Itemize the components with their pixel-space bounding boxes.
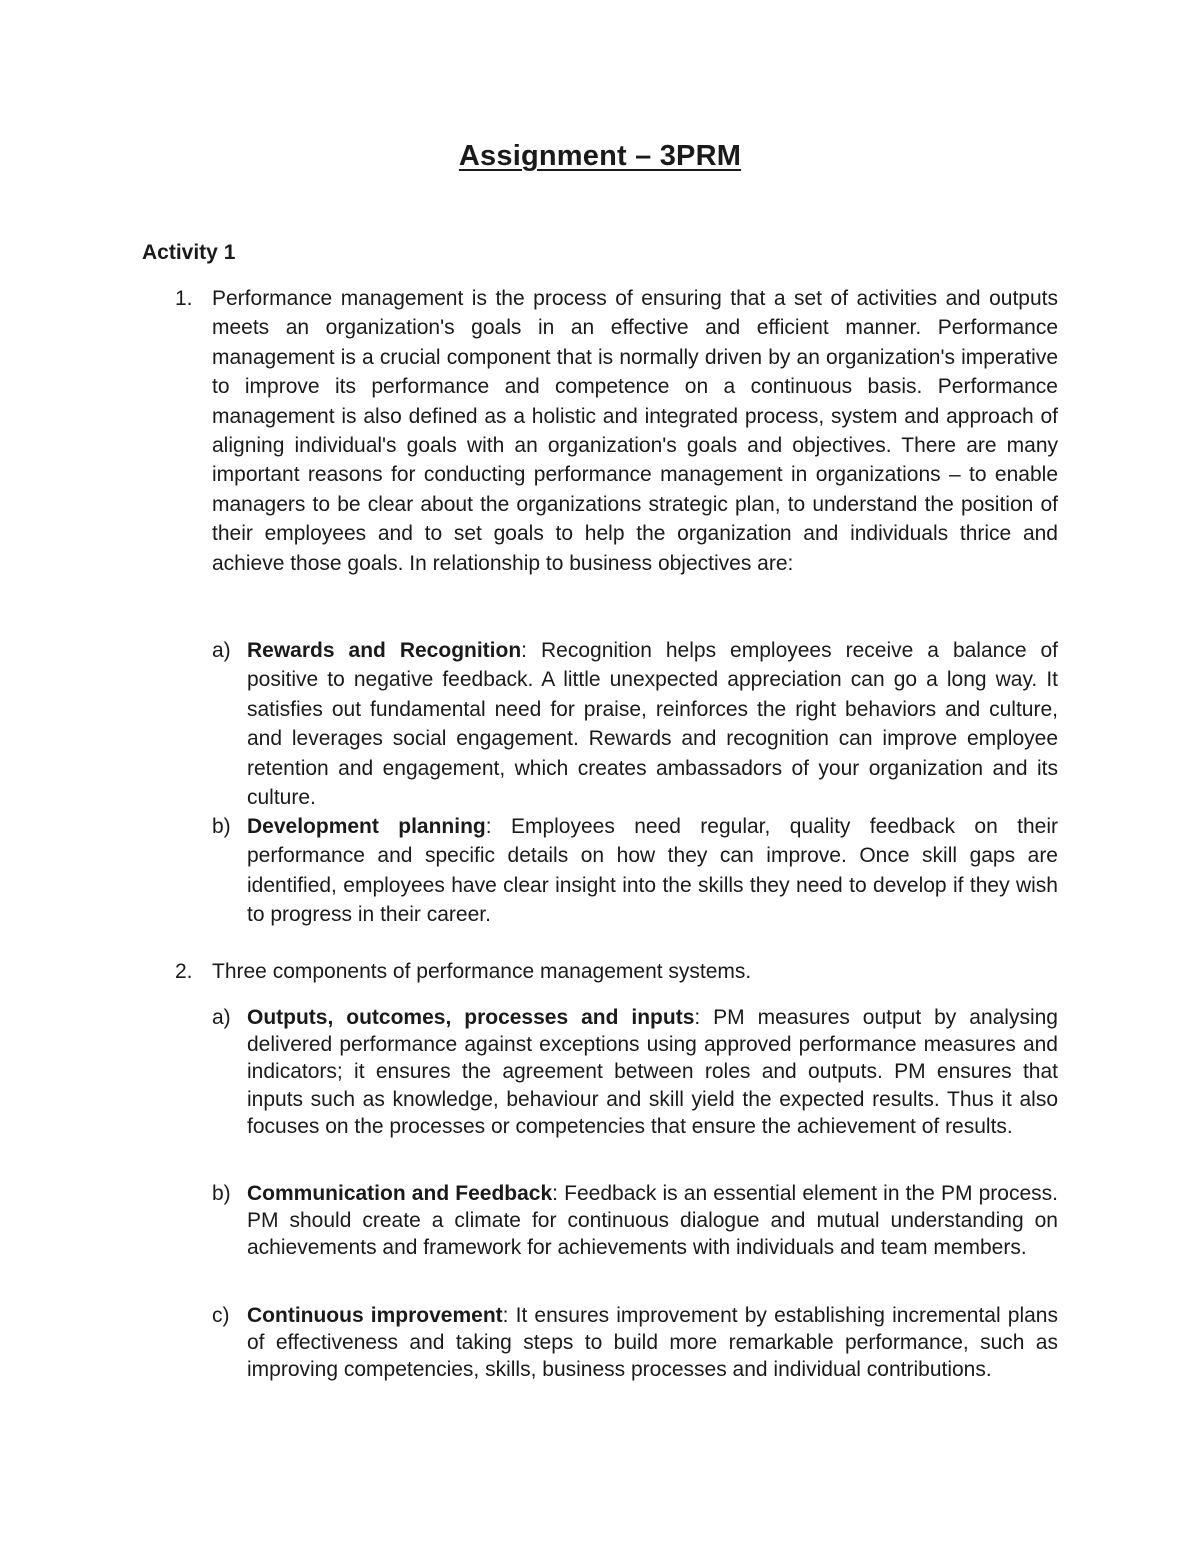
subitem-text: : It ensures improvement by establishing incremental plans of effectiveness and taking steps to build more remarkable performance, such as improving competencies, skills, business processes and individual contributions. [247,1304,1058,1382]
item-number: 2. [175,960,193,983]
subitem-marker: c) [212,1304,230,1327]
subitem-outputs-outcomes [247,1004,1058,1140]
subitem-text: : PM measures output by analysing delivered performance against exceptions using approved performance measures and indicators; it ensures the agreement between roles and outputs. PM ensures that inputs such as knowledge, behaviour and skill yield the expected results. Thus it also focuses on the processes or competencies that ensure the achievement of results. [247,1006,1058,1138]
subitem-continuous-improvement [247,1302,1058,1384]
subitem-rewards-recognition [247,636,1058,812]
subitem-lead: Rewards and Recognition [247,639,522,662]
subitem-lead: Development planning [247,815,486,838]
paragraph-item-1: Performance management is the process of ensuring that a set of activities and outputs meets an organization's goals in an effective and efficient manner. Performance management is a crucial component that is normally driven by an organization's imperative to improve its performance and competence on a continuous basis. Performance management is also defined as a holistic and integrated process, system and approach of aligning individual's goals with an organization's goals and objectives. There are many important reasons for conducting performance management in organizations – to enable managers to be clear about the organizations strategic plan, to understand the position of their employees and to set goals to help the organization and individuals thrice and achieve those goals. In relationship to business objectives are: [212,287,1058,575]
item-number: 1. [175,287,193,310]
subitem-text: : Feedback is an essential element in the PM process. PM should create a climate for continuous dialogue and mutual understanding on achievements and framework for achievements with individuals and team members. [247,1182,1058,1260]
subitem-marker: b) [212,1182,231,1205]
subitem-communication-feedback [247,1180,1058,1262]
paragraph-item-2: Three components of performance management systems. [212,960,752,983]
page-title: Assignment – 3PRM [458,140,742,172]
subitem-marker: b) [212,815,231,838]
subitem-text: : Recognition helps employees receive a balance of positive to negative feedback. A little unexpected appreciation can go a long way. It satisfies out fundamental need for praise, reinforces the right behaviors and culture, and leverages social engagement. Rewards and recognition can improve employee retention and engagement, which creates ambassadors of your organization and its culture. [247,639,1058,810]
subitem-development-planning [247,812,1058,930]
subitem-lead: Continuous improvement [247,1304,503,1327]
subitem-lead: Communication and Feedback [247,1182,553,1205]
subitem-marker: a) [212,639,231,662]
section-heading: Activity 1 [142,241,236,264]
subitem-text: : Employees need regular, quality feedback on their performance and specific details on how they can improve. Once skill gaps are identified, employees have clear insight into the skills they need to develop if they wish to progress in their career. [247,815,1058,927]
subitem-marker: a) [212,1006,231,1029]
subitem-lead: Outputs, outcomes, processes and inputs [247,1006,695,1029]
